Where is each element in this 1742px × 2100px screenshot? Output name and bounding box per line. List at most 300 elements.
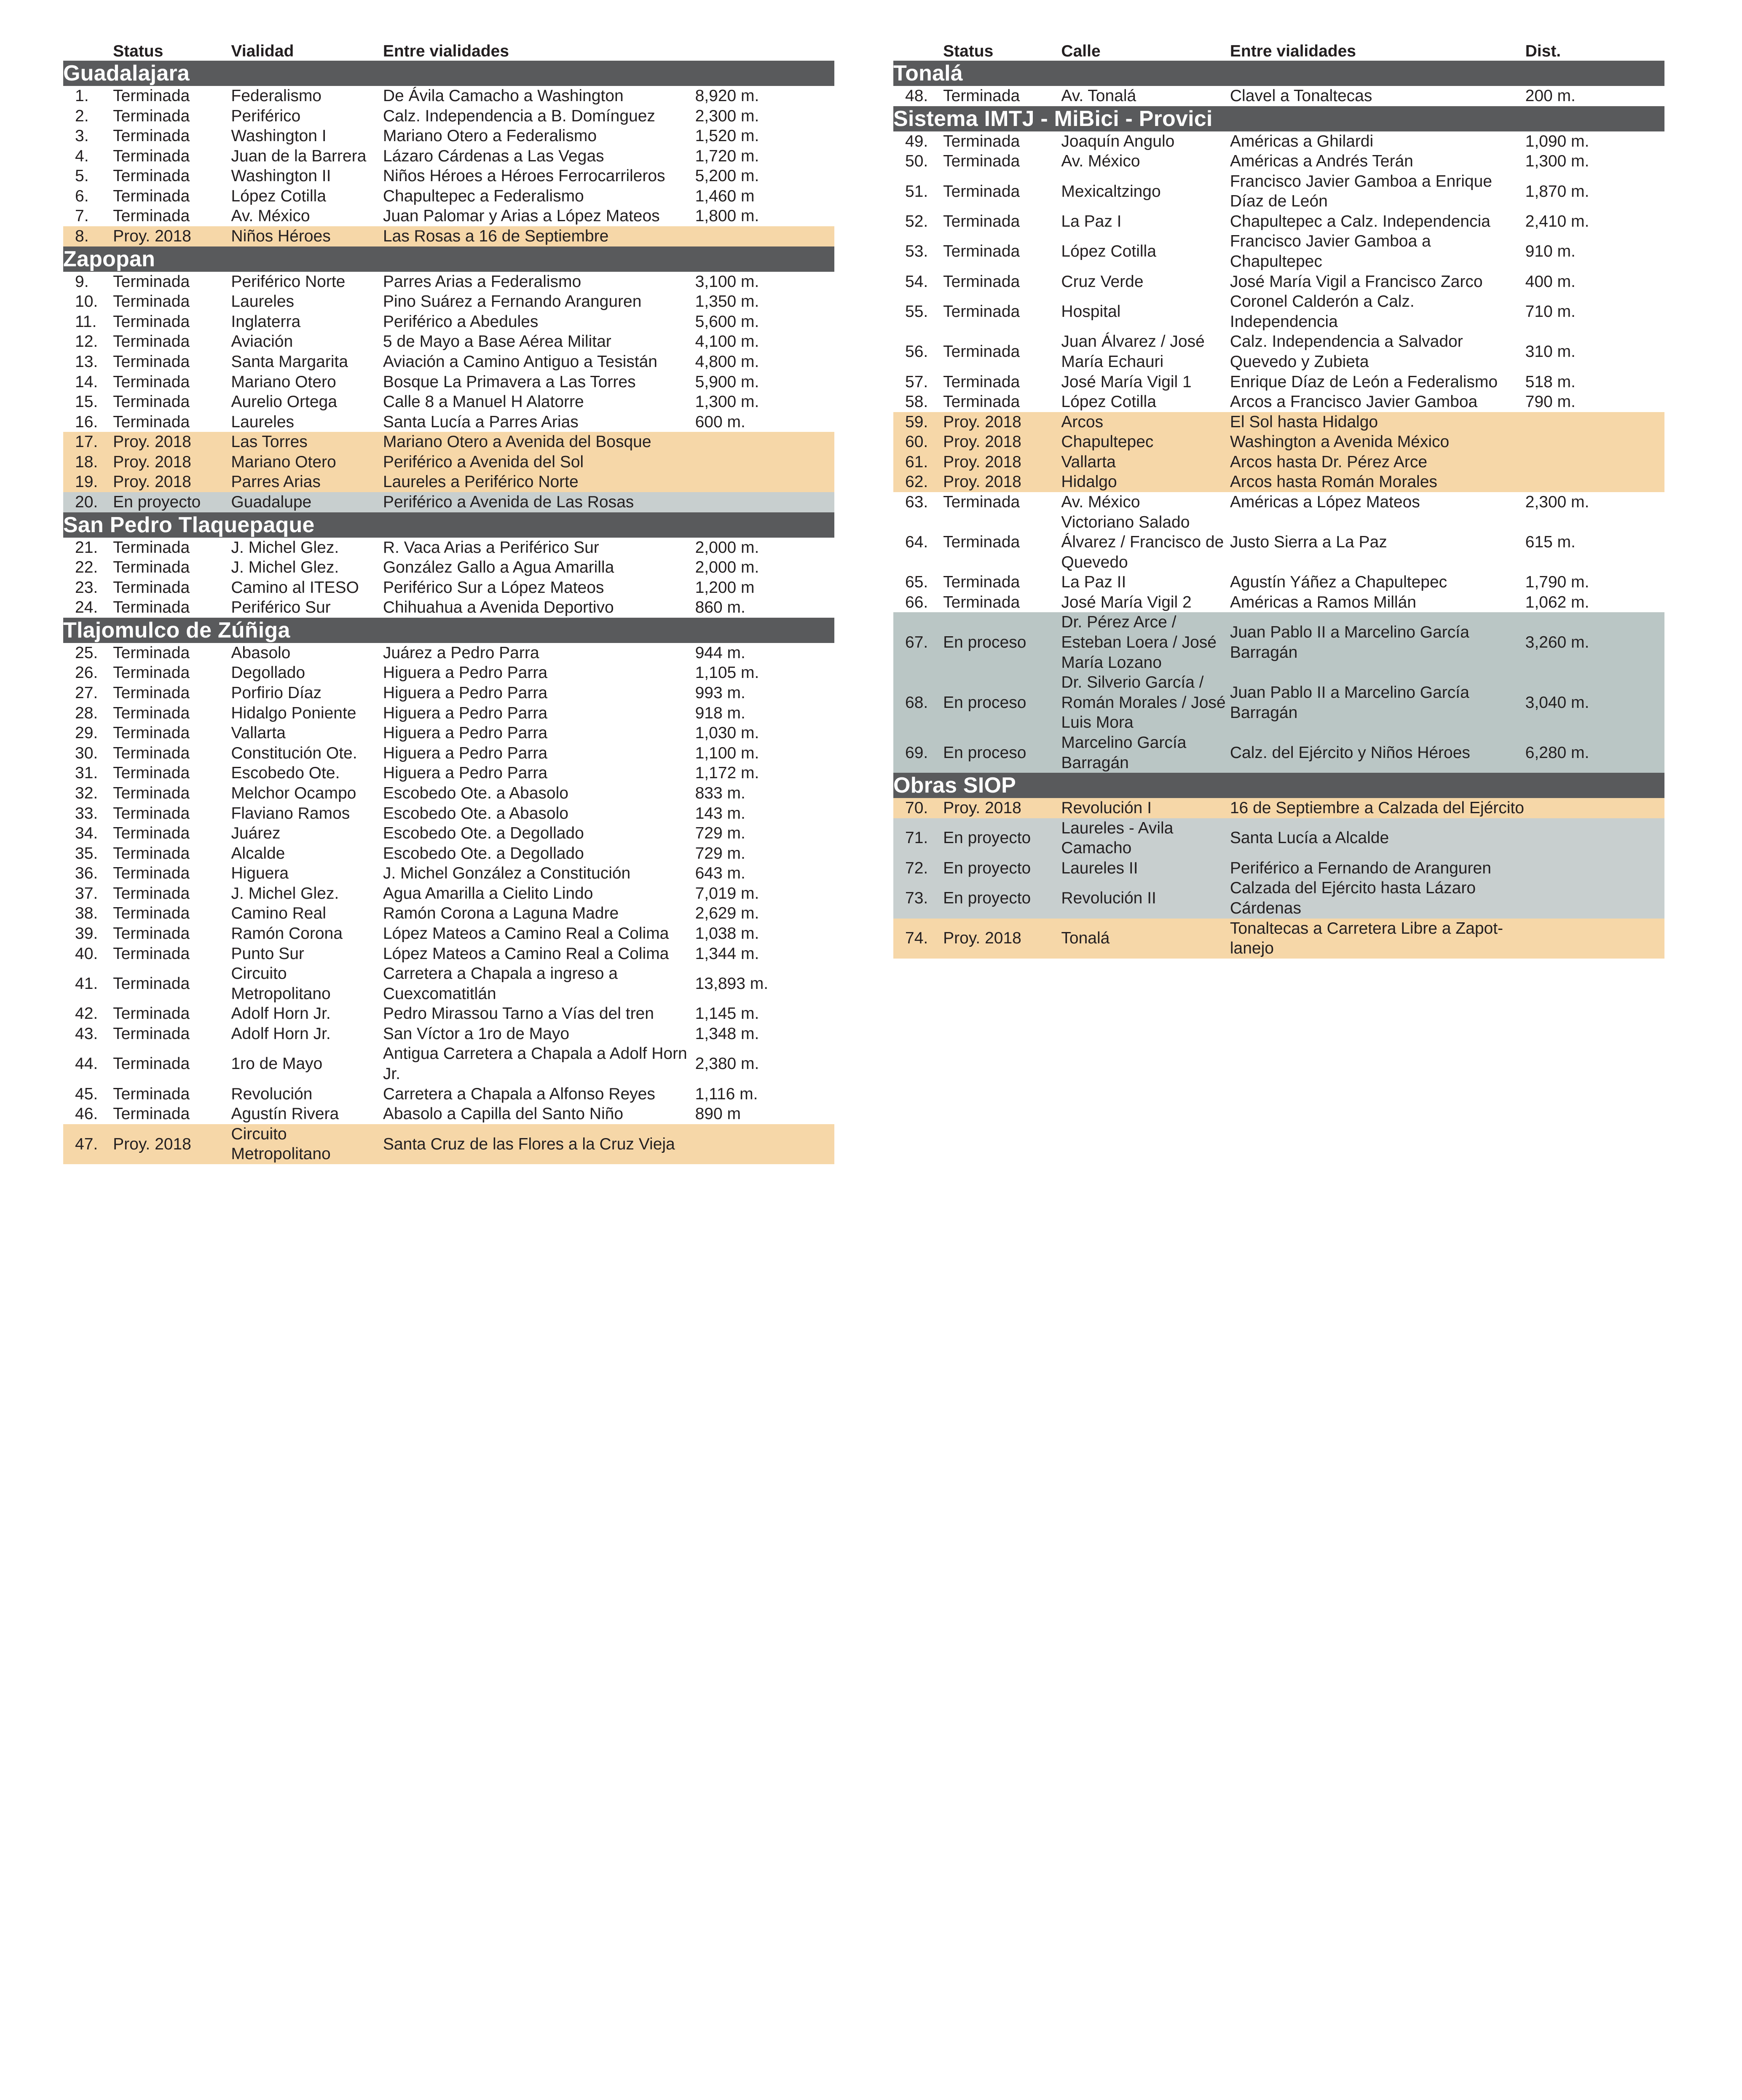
row-status: Terminada [113,924,190,943]
row-vialidad: La Paz II [1061,573,1126,592]
table-row [63,763,834,783]
row-vialidad: Circuito Metropolitano [231,1124,383,1164]
row-vialidad: Abasolo [231,643,291,662]
row-entre-vialidades: José María Vigil a Francisco Zarco [1230,272,1483,291]
row-number: 68. [893,672,943,733]
row-status: Terminada [113,393,190,411]
row-status: Terminada [943,242,1020,261]
table-row [893,231,1664,271]
table-row [63,538,834,558]
row-number: 24. [75,598,98,617]
row-status: Proy. 2018 [113,472,231,492]
table-row [63,578,834,598]
row-distance [695,226,834,246]
row-distance: 2,629 m. [695,904,759,923]
row-status: Terminada [943,302,1020,321]
row-status: Proy. 2018 [943,452,1061,472]
row-number: 26. [75,664,98,682]
row-distance: 1,520 m. [695,127,759,145]
row-vialidad: Laureles - Avila Camacho [1061,818,1230,858]
section-title: San Pedro Tlaquepaque [63,512,834,538]
row-entre-vialidades: Higuera a Pedro Parra [383,684,548,702]
row-distance [695,472,834,492]
row-entre-vialidades: Chihuahua a Avenida Deportivo [383,598,614,617]
section-title: Tonalá [893,61,1664,86]
right-column [893,42,1664,959]
row-distance: 5,900 m. [695,372,759,391]
row-number: 15. [75,393,98,411]
row-vialidad: Av. México [231,207,310,225]
row-status: Terminada [113,167,190,185]
row-vialidad: Circuito Metropolitano [231,964,331,1003]
row-distance [695,492,834,512]
row-entre-vialidades: Calle 8 a Manuel H Alatorre [383,393,584,411]
row-number: 13. [75,352,98,371]
row-distance: 2,000 m. [695,558,759,577]
row-entre-vialidades: Mariano Otero a Federalismo [383,127,597,145]
row-entre-vialidades: J. Michel González a Constitución [383,864,631,883]
table-row [63,106,834,126]
row-vialidad: J. Michel Glez. [231,884,339,903]
row-number: 3. [75,127,89,145]
row-entre-vialidades: Juárez a Pedro Parra [383,643,539,662]
row-distance [1525,818,1664,858]
table-row [63,186,834,206]
row-status: Terminada [113,332,190,351]
table-row [63,663,834,683]
row-number: 41. [75,974,98,993]
row-vialidad: Dr. Pérez Arce / Esteban Loera / José María Lozano [1061,612,1230,672]
row-distance: 400 m. [1525,272,1576,291]
header-entre-vialidades: Entre vialidades [383,42,509,60]
table-row [63,226,834,246]
section-title: Tlajomulco de Zúñiga [63,618,834,643]
row-distance: 1,172 m. [695,764,759,782]
row-distance: 1,460 m [695,187,755,205]
row-number: 42. [75,1004,98,1023]
row-vialidad: Chapultepec [1061,432,1230,452]
header-entre-vialidades: Entre vialidades [1230,42,1356,60]
row-number: 2. [75,107,89,125]
row-status: En proyecto [943,858,1061,879]
row-status: Terminada [113,684,190,702]
row-distance [1525,919,1664,959]
row-vialidad: Guadalupe [231,492,383,512]
row-status: Terminada [113,1004,190,1023]
table-row [63,1124,834,1164]
row-entre-vialidades: Pedro Mirassou Tarno a Vías del tren [383,1004,654,1023]
section-header-row [893,106,1664,131]
row-entre-vialidades: Antigua Carretera a Chapala a Adolf Horn Jr. [383,1045,687,1083]
row-status: Terminada [943,212,1020,230]
row-vialidad: Av. México [1061,493,1140,511]
table-row [893,492,1664,512]
row-number: 50. [905,152,928,171]
row-status: Terminada [113,207,190,225]
row-distance: 143 m. [695,804,745,822]
row-number: 48. [905,87,928,105]
row-entre-vialidades: Higuera a Pedro Parra [383,744,548,762]
row-entre-vialidades: Higuera a Pedro Parra [383,724,548,742]
row-entre-vialidades: Calz. Independencia a B. Domínguez [383,107,655,125]
row-vialidad: Victoriano Salado Álvarez / Francisco de Quevedo [1061,513,1224,571]
row-number: 35. [75,844,98,862]
row-number: 74. [893,919,943,959]
header-dist: Dist. [1525,42,1561,60]
row-status: Terminada [113,272,190,291]
row-vialidad: Laureles II [1061,858,1230,879]
table-row [63,1024,834,1044]
table-row [63,126,834,146]
row-distance: 4,100 m. [695,332,759,351]
row-vialidad: Juan de la Barrera [231,147,367,165]
row-vialidad: Mariano Otero [231,372,336,391]
row-status: Terminada [113,598,190,617]
row-distance: 944 m. [695,643,745,662]
table-row [893,131,1664,152]
row-vialidad: Revolución I [1061,798,1230,818]
row-entre-vialidades: Chapultepec a Federalismo [383,187,584,205]
section-header-row [893,61,1664,86]
table-row [893,572,1664,592]
table-row [893,672,1664,733]
row-status: Terminada [943,372,1020,391]
row-status: Terminada [113,744,190,762]
row-number: 34. [75,824,98,843]
row-number: 17. [63,432,113,452]
row-distance: 200 m. [1525,87,1576,105]
table-row [63,472,834,492]
table-row [893,171,1664,212]
row-number: 45. [75,1085,98,1103]
row-entre-vialidades: Abasolo a Capilla del Santo Niño [383,1105,624,1123]
row-distance: 1,090 m. [1525,132,1589,150]
row-entre-vialidades: Agustín Yáñez a Chapultepec [1230,573,1447,592]
row-number: 62. [893,472,943,492]
row-number: 47. [63,1124,113,1164]
table-row [63,723,834,743]
row-number: 65. [905,573,928,592]
section-header-row [63,618,834,643]
row-distance [1525,858,1664,879]
row-vialidad: Aviación [231,332,293,351]
row-status: Terminada [113,884,190,903]
row-status: Terminada [113,127,190,145]
row-number: 69. [893,733,943,773]
header-calle: Calle [1061,42,1101,60]
header-status: Status [113,42,163,60]
row-number: 40. [75,944,98,963]
row-number: 36. [75,864,98,883]
row-distance: 2,300 m. [1525,493,1589,511]
row-status: En proceso [943,733,1061,773]
row-entre-vialidades: Periférico Sur a López Mateos [383,578,604,597]
row-number: 66. [905,593,928,611]
row-distance [695,452,834,472]
row-vialidad: José María Vigil 2 [1061,593,1192,611]
row-entre-vialidades: Bosque La Primavera a Las Torres [383,372,636,391]
row-number: 8. [63,226,113,246]
row-status: Terminada [113,187,190,205]
table-row [63,372,834,392]
row-distance: 1,344 m. [695,944,759,963]
row-status: Terminada [113,664,190,682]
row-number: 6. [75,187,89,205]
row-status: Terminada [113,352,190,371]
row-entre-vialidades: Lázaro Cárdenas a Las Vegas [383,147,604,165]
row-status: Proy. 2018 [113,226,231,246]
row-distance: 710 m. [1525,302,1576,321]
table-row [63,452,834,472]
row-status: Terminada [113,864,190,883]
table-row [63,557,834,578]
left-table-body [63,61,834,1164]
row-entre-vialidades: Agua Amarilla a Cielito Lindo [383,884,593,903]
row-distance: 2,380 m. [695,1055,759,1073]
row-entre-vialidades: Juan Pablo II a Marcelino García Barragán [1230,612,1525,672]
row-entre-vialidades: Ramón Corona a Laguna Madre [383,904,619,923]
row-distance: 615 m. [1525,533,1576,552]
row-distance: 2,000 m. [695,538,759,557]
row-distance: 1,300 m. [1525,152,1589,171]
section-header-row [63,246,834,272]
row-distance: 890 m [695,1105,741,1123]
row-entre-vialidades: Arcos a Francisco Javier Gamboa [1230,393,1478,411]
table-row [893,392,1664,412]
table-row [63,823,834,844]
table-row [893,512,1664,573]
row-vialidad: Ramón Corona [231,924,343,943]
row-vialidad: Washington II [231,167,331,185]
table-row [63,166,834,186]
table-row [63,863,834,884]
row-vialidad: Adolf Horn Jr. [231,1004,331,1023]
header-number [63,42,113,61]
row-number: 60. [893,432,943,452]
row-entre-vialidades: Washington a Avenida México [1230,432,1525,452]
row-entre-vialidades: Américas a López Mateos [1230,493,1420,511]
row-vialidad: Parres Arias [231,472,383,492]
table-row [63,312,834,332]
row-entre-vialidades: De Ávila Camacho a Washington [383,87,624,105]
row-number: 21. [75,538,98,557]
row-entre-vialidades: Niños Héroes a Héroes Ferrocarrileros [383,167,665,185]
row-vialidad: Av. Tonalá [1061,87,1136,105]
section-header-row [63,61,834,86]
row-distance [1525,432,1664,452]
row-status: En proceso [943,672,1061,733]
row-distance: 918 m. [695,704,745,722]
row-entre-vialidades: 16 de Septiembre a Calzada del Ejército [1230,798,1525,818]
table-row [893,432,1664,452]
row-entre-vialidades: González Gallo a Agua Amarilla [383,558,614,577]
table-row [63,1084,834,1104]
section-title: Guadalajara [63,61,834,86]
row-status: En proyecto [943,818,1061,858]
row-distance: 1,030 m. [695,724,759,742]
row-number: 70. [893,798,943,818]
table-row [63,86,834,106]
row-entre-vialidades: Justo Sierra a La Paz [1230,533,1387,552]
row-vialidad: Washington I [231,127,327,145]
table-row [893,292,1664,332]
table-row [893,452,1664,472]
row-distance: 860 m. [695,598,745,617]
row-distance: 5,600 m. [695,312,759,331]
row-distance: 790 m. [1525,393,1576,411]
header-number [893,42,943,61]
row-status: Proy. 2018 [943,432,1061,452]
row-vialidad: Vallarta [231,724,286,742]
table-row [63,903,834,924]
row-status: Terminada [113,724,190,742]
row-status: Proy. 2018 [943,919,1061,959]
row-vialidad: Federalismo [231,87,322,105]
row-vialidad: Revolución [231,1085,313,1103]
table-row [893,212,1664,232]
table-row [893,818,1664,858]
row-number: 19. [63,472,113,492]
row-distance: 833 m. [695,784,745,802]
row-vialidad: Agustín Rivera [231,1105,339,1123]
row-entre-vialidades: Francisco Javier Gamboa a Chapultepec [1230,232,1431,271]
row-vialidad: Adolf Horn Jr. [231,1024,331,1043]
row-number: 11. [75,312,97,331]
row-distance: 729 m. [695,844,745,862]
row-entre-vialidades: Escobedo Ote. a Abasolo [383,784,568,802]
row-entre-vialidades: Santa Cruz de las Flores a la Cruz Vieja [383,1124,695,1164]
row-number: 55. [905,302,928,321]
row-distance: 1,200 m [695,578,755,597]
row-distance: 518 m. [1525,372,1576,391]
table-row [63,272,834,292]
row-status: Terminada [113,944,190,963]
row-entre-vialidades: Escobedo Ote. a Degollado [383,844,584,862]
row-status: Terminada [113,1055,190,1073]
row-status: En proyecto [943,878,1061,918]
row-entre-vialidades: Laureles a Periférico Norte [383,472,695,492]
row-vialidad: Laureles [231,292,295,311]
row-vialidad: Hidalgo Poniente [231,704,356,722]
row-distance: 1,720 m. [695,147,759,165]
left-table [63,42,834,1164]
row-entre-vialidades: Higuera a Pedro Parra [383,764,548,782]
row-vialidad: Santa Margarita [231,352,348,371]
row-status: Terminada [943,182,1020,201]
row-status: En proceso [943,612,1061,672]
right-table-header-row [893,42,1664,61]
row-distance: 1,100 m. [695,744,759,762]
row-status: Terminada [943,593,1020,611]
row-distance: 600 m. [695,412,745,431]
row-vialidad: López Cotilla [231,187,326,205]
table-row [893,612,1664,672]
row-entre-vialidades: San Víctor a 1ro de Mayo [383,1024,570,1043]
row-entre-vialidades: Carretera a Chapala a ingreso a Cuexcomatitlán [383,964,618,1003]
row-distance: 1,105 m. [695,664,759,682]
row-entre-vialidades: Higuera a Pedro Parra [383,664,548,682]
row-entre-vialidades: Parres Arias a Federalismo [383,272,582,291]
row-number: 46. [75,1105,98,1123]
row-vialidad: J. Michel Glez. [231,538,339,557]
row-number: 64. [905,533,928,552]
row-entre-vialidades: Las Rosas a 16 de Septiembre [383,226,695,246]
row-vialidad: Vallarta [1061,452,1230,472]
row-vialidad: Camino Real [231,904,326,923]
row-vialidad: 1ro de Mayo [231,1055,323,1073]
table-row [63,924,834,944]
row-number: 20. [63,492,113,512]
row-vialidad: J. Michel Glez. [231,558,339,577]
row-entre-vialidades: Carretera a Chapala a Alfonso Reyes [383,1085,655,1103]
row-number: 51. [905,182,928,201]
row-entre-vialidades: Calz. Independencia a Salvador Quevedo y Zubieta [1230,332,1463,371]
row-status: Terminada [113,1105,190,1123]
row-distance: 3,260 m. [1525,612,1664,672]
row-number: 49. [905,132,928,150]
row-status: Terminada [943,87,1020,105]
row-status: Terminada [113,824,190,843]
row-vialidad: Dr. Silverio García / Román Morales / José Luis Mora [1061,672,1230,733]
row-status: Terminada [943,152,1020,171]
row-entre-vialidades: Mariano Otero a Avenida del Bosque [383,432,695,452]
row-number: 23. [75,578,98,597]
row-vialidad: Hidalgo [1061,472,1230,492]
row-status: Proy. 2018 [113,452,231,472]
row-number: 12. [75,332,98,351]
row-vialidad: Arcos [1061,412,1230,432]
row-entre-vialidades: Clavel a Tonaltecas [1230,87,1372,105]
row-status: Proy. 2018 [113,432,231,452]
table-row [63,844,834,864]
row-entre-vialidades: López Mateos a Camino Real a Colima [383,944,669,963]
row-number: 71. [893,818,943,858]
header-vialidad: Vialidad [231,42,294,60]
row-vialidad: José María Vigil 1 [1061,372,1192,391]
row-status: Proy. 2018 [113,1124,231,1164]
row-status: Terminada [943,272,1020,291]
row-distance: 1,800 m. [695,207,759,225]
row-vialidad: Porfirio Díaz [231,684,322,702]
section-title: Sistema IMTJ - MiBici - Provici [893,106,1664,131]
row-number: 54. [905,272,928,291]
row-entre-vialidades: Periférico a Avenida de Las Rosas [383,492,695,512]
row-vialidad: Periférico Norte [231,272,346,291]
row-number: 33. [75,804,98,822]
row-distance: 8,920 m. [695,87,759,105]
row-status: Terminada [943,132,1020,150]
table-row [63,643,834,663]
row-number: 31. [75,764,98,782]
left-table-header-row [63,42,834,61]
row-distance: 729 m. [695,824,745,843]
row-status: Terminada [113,643,190,662]
row-status: Terminada [113,1024,190,1043]
row-entre-vialidades: Higuera a Pedro Parra [383,704,548,722]
row-status: Terminada [113,372,190,391]
row-distance: 1,870 m. [1525,182,1589,201]
row-vialidad: Alcalde [231,844,285,862]
row-entre-vialidades: Arcos hasta Román Morales [1230,472,1525,492]
row-distance: 5,200 m. [695,167,759,185]
row-number: 18. [63,452,113,472]
row-status: Proy. 2018 [943,412,1061,432]
row-distance: 310 m. [1525,343,1576,361]
row-number: 25. [75,643,98,662]
row-distance: 1,116 m. [695,1085,758,1103]
row-number: 38. [75,904,98,923]
row-entre-vialidades: Santa Lucía a Parres Arias [383,412,579,431]
